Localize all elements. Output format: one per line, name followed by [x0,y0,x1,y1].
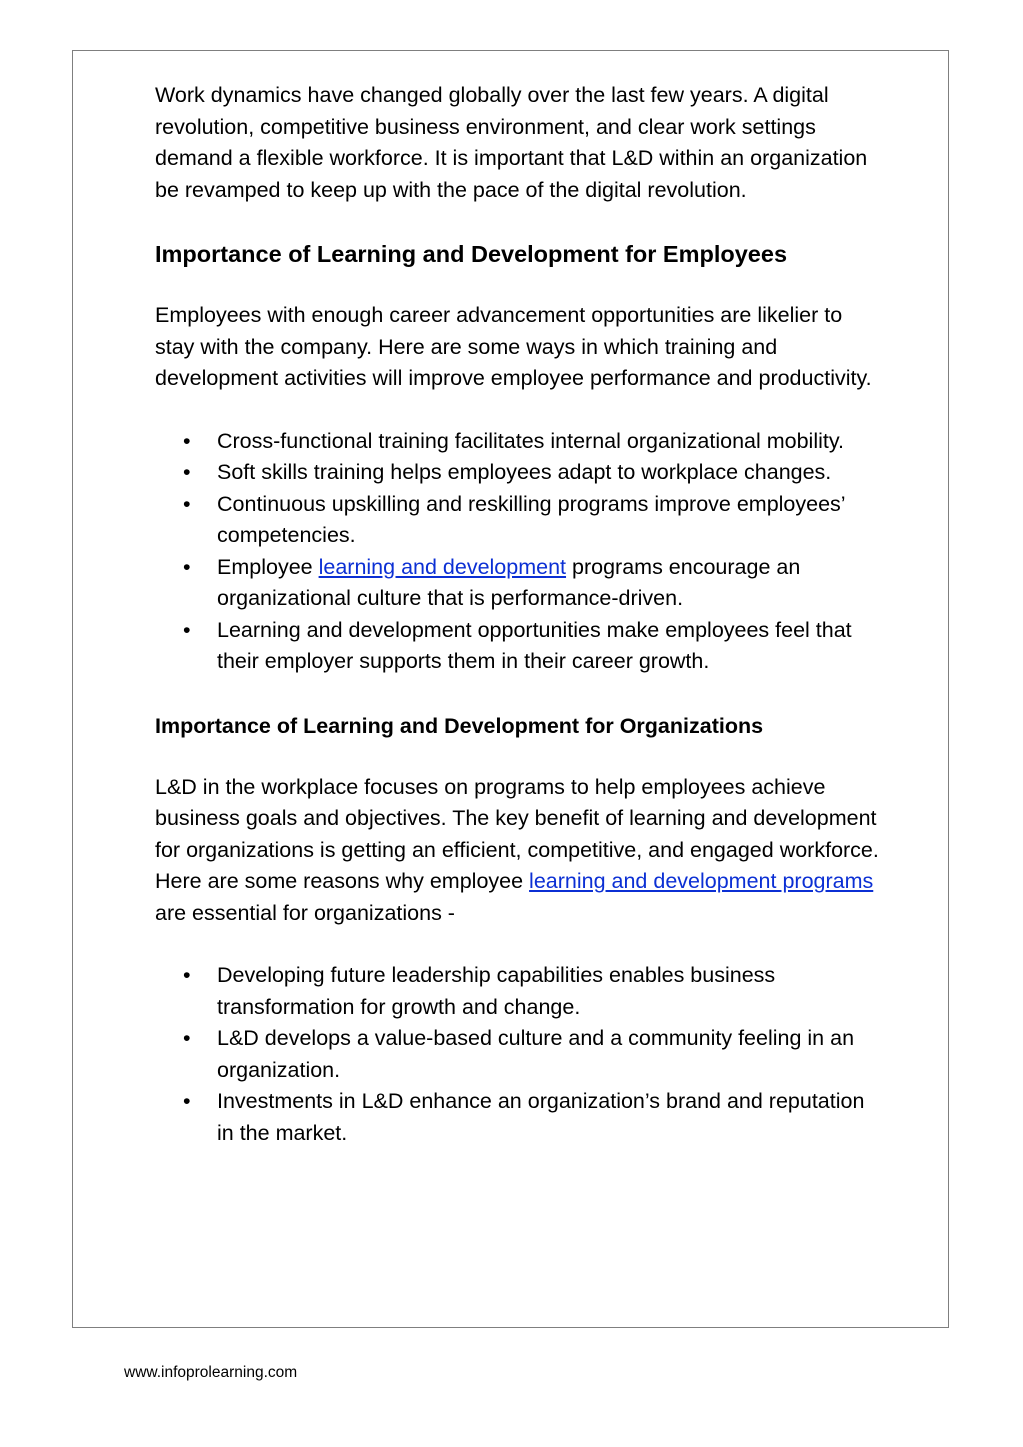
bullet-icon: • [183,617,191,642]
list-item [155,1023,885,1086]
list-item-text-after: programs encourage an organizational culture that is performance-driven. [217,554,801,610]
list-item-text: L&D develops a value-based culture and a community feeling in an organization. [217,1026,855,1082]
document-body [155,80,885,1149]
list-item-text: Soft skills training helps employees adapt to workplace changes. [217,460,832,484]
bullet-icon: • [183,1026,191,1050]
list-item-text: Investments in L&D enhance an organization’s brand and reputation in the market. [217,1089,865,1145]
organizations-paragraph-before: L&D in the workplace focuses on programs to help employees achieve business goals and objectives. The key benefit of learning and development for organizations is getting an efficient, competitive, and engaged workforce. Here are some reasons why employee [155,774,879,893]
list-item [155,426,885,458]
bullet-icon: • [183,428,191,453]
footer-website-url: www.infoprolearning.com [124,1364,298,1381]
bullet-icon: • [183,1089,191,1113]
list-item [155,457,885,489]
list-item [155,489,885,552]
list-item-text: Cross-functional training facilitates internal organizational mobility. [217,428,844,453]
bullet-icon: • [183,554,191,579]
employees-paragraph: Employees with enough career advancement opportunities are likelier to stay with the company. Here are some ways in which training and development activities will improve employee performance and productivity. [155,303,872,390]
employees-bullet-list [155,426,885,678]
bullet-icon: • [183,963,191,987]
organizations-paragraph-after: are essential for organizations - [155,900,455,925]
list-item [155,960,885,1023]
heading-organizations: Importance of Learning and Development for Organizations [155,713,764,738]
bullet-icon: • [183,491,191,516]
list-item-text: Learning and development opportunities make employees feel that their employer supports them in their career growth. [217,617,852,673]
learning-and-development-programs-link[interactable]: learning and development programs [529,869,874,893]
intro-paragraph: Work dynamics have changed globally over the last few years. A digital revolution, competitive business environment, and clear work settings demand a flexible workforce. It is important that L&D within an organization be revamped to keep up with the pace of the digital revolution. [155,83,868,202]
organizations-paragraph [155,772,885,930]
bullet-icon: • [183,460,191,484]
list-item [155,615,885,678]
list-item-text: Developing future leadership capabilities enables business transformation for growth and change. [217,963,776,1019]
learning-and-development-link[interactable]: learning and development [318,554,567,579]
list-item-text: Continuous upskilling and reskilling programs improve employees’ competencies. [217,491,845,547]
list-item [155,552,885,615]
heading-employees: Importance of Learning and Development for Employees [155,241,788,267]
organizations-bullet-list [155,960,885,1149]
list-item-text-before: Employee [217,554,319,579]
list-item [155,1086,885,1149]
